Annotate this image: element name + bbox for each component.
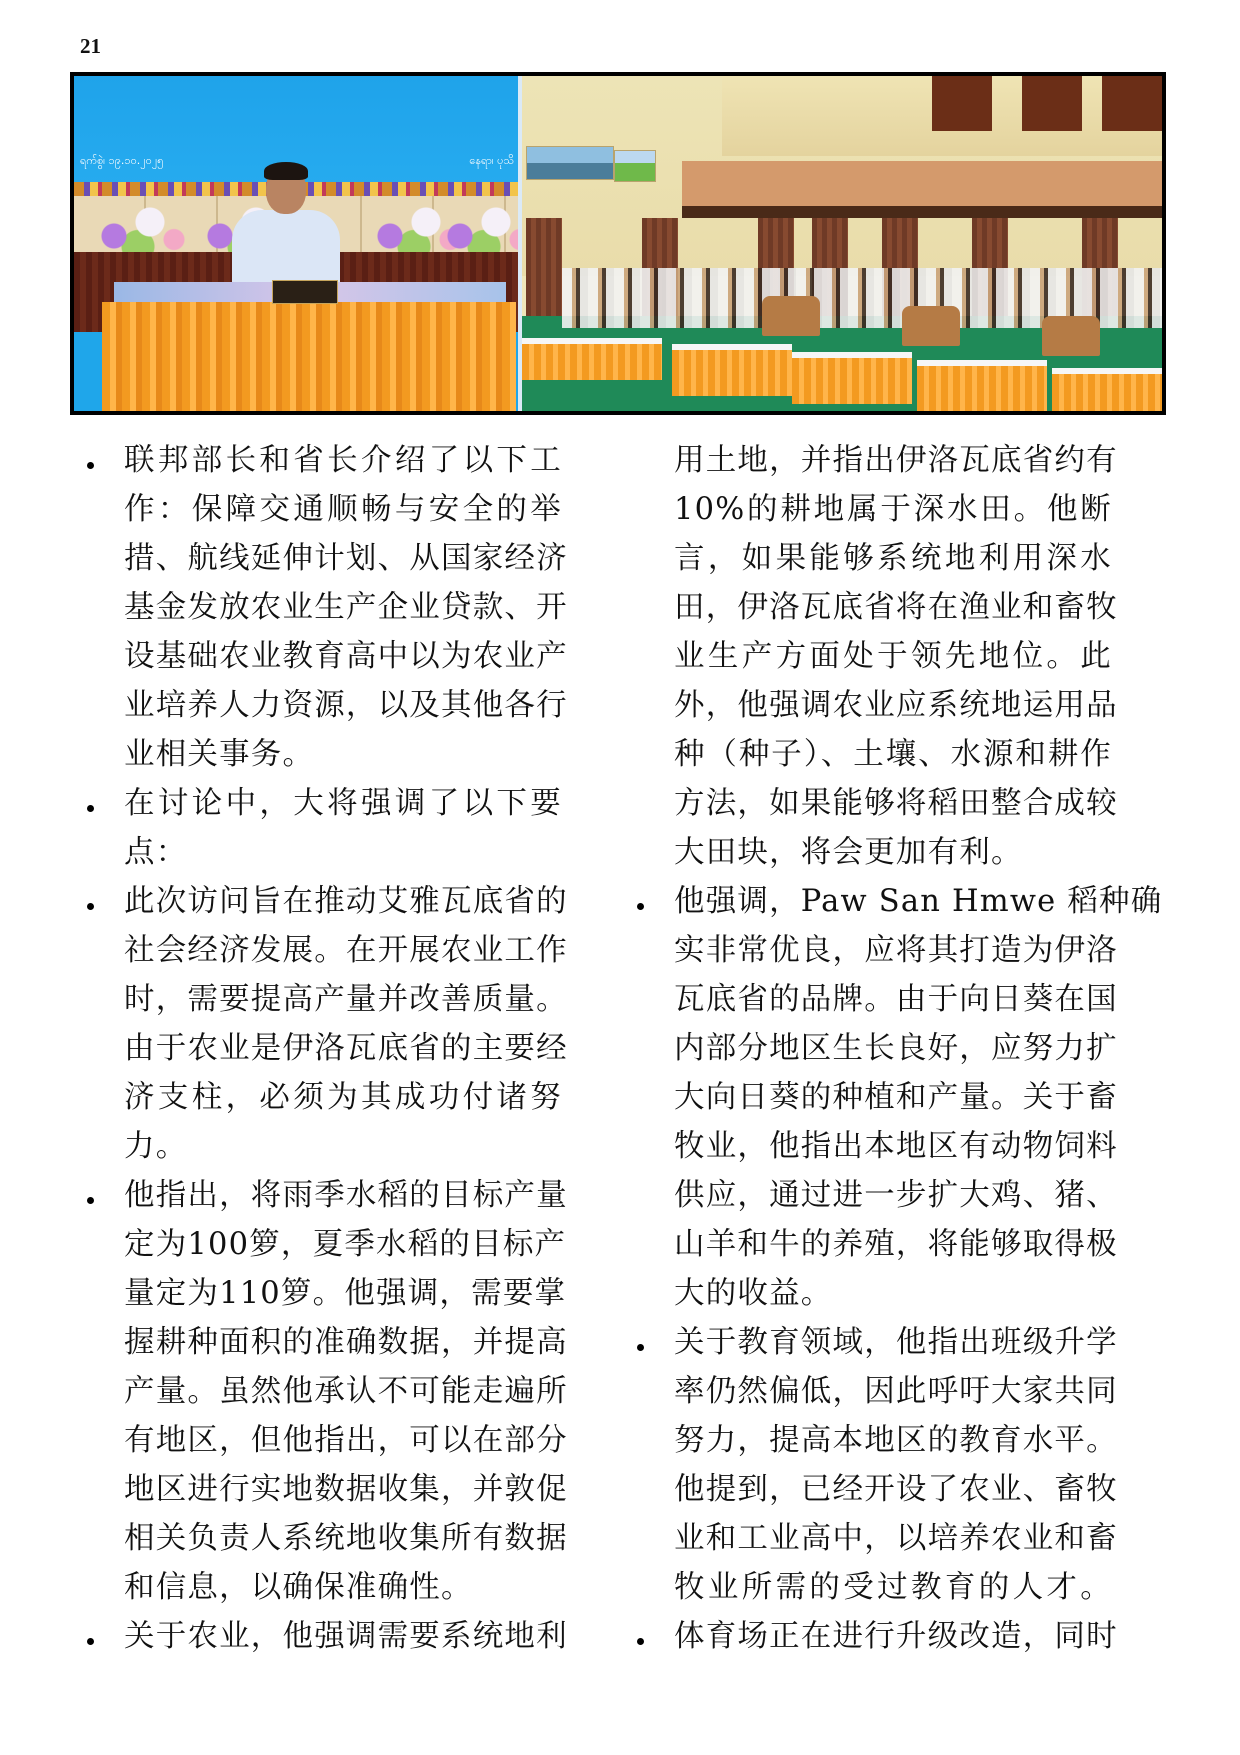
item-text [674,1318,1118,1612]
text-line: 大向日葵的种植和产量。关于畜 [674,1080,1118,1115]
photo-caption-date: ရက်စွဲ၊ ၁၉.၁၀.၂၀၂၅ [80,154,164,167]
item-text [674,877,1163,1318]
bullet-item [632,1612,1118,1661]
photo-nameplate [272,280,338,304]
text-column-left [82,436,568,1661]
text-line: 业和工业高中，以培养农业和畜 [674,1521,1118,1556]
photo-audience-hall [522,76,1162,411]
bullet-icon [87,436,97,485]
text-line: 相关负责人系统地收集所有数据 [124,1521,568,1556]
bullet-icon [637,1612,647,1661]
text-line: 努力，提高本地区的教育水平。 [674,1423,1118,1458]
photo-seat [902,306,960,346]
bullet-icon [87,877,97,926]
text-line: 业相关事务。 [124,737,315,772]
photo-door [1102,76,1162,131]
text-line: 他指出，将雨季水稻的目标产量 [124,1178,568,1213]
text-line: 由于农业是伊洛瓦底省的主要经 [124,1031,568,1066]
item-text [124,1171,568,1612]
text-line: 体育场正在进行升级改造，同时 [674,1619,1118,1654]
text-line: 言，如果能够系统地利用深水 [674,541,1112,576]
text-line: 关于教育领域，他指出班级升学 [674,1325,1118,1360]
text-line: 社会经济发展。在开展农业工作 [124,933,568,968]
text-line: 措、航线延伸计划、从国家经济 [124,541,568,576]
text-line: 山羊和牛的养殖，将能够取得极 [674,1227,1118,1262]
text-line: 设基础农业教育高中以为农业产 [124,639,568,674]
text-line: 关于农业，他强调需要系统地利 [124,1619,568,1654]
text-line: 瓦底省的品牌。由于向日葵在国 [674,982,1118,1017]
text-line: 有地区，但他指出，可以在部分 [124,1423,568,1458]
photo-balcony [682,161,1162,209]
text-line: 作：保障交通顺畅与安全的举 [124,492,562,527]
text-line: 实非常优良，应将其打造为伊洛 [674,933,1118,968]
text-line: 用土地，并指出伊洛瓦底省约有 [674,443,1118,478]
text-line: 和信息，以确保准确性。 [124,1570,473,1605]
text-line: 时，需要提高产量并改善质量。 [124,982,568,1017]
bullet-item [82,1171,568,1612]
text-line: 地区进行实地数据收集，并敦促 [124,1472,568,1507]
text-line: 点： [124,835,188,870]
bullet-item [82,436,568,779]
photo-table [1052,368,1162,411]
text-line: 在讨论中，大将强调了以下要 [124,786,562,821]
text-line: 种（种子）、土壤、水源和耕作 [674,737,1112,772]
photo-strip [70,72,1166,415]
bullet-item [82,1612,568,1661]
photo-balcony-trim [682,206,1162,218]
text-line: 供应，通过进一步扩大鸡、猪、 [674,1178,1118,1213]
text-line: 大的收益。 [674,1276,833,1311]
item-text [124,877,568,1171]
bullet-icon [87,1612,97,1661]
bullet-item [632,1318,1118,1612]
text-line: 量定为110箩。他强调，需要掌 [124,1276,567,1311]
item-text [124,779,562,877]
text-line: 方法，如果能够将稻田整合成较 [674,786,1118,821]
bullet-item [82,877,568,1171]
text-line: 业生产方面处于领先地位。此 [674,639,1112,674]
text-line: 牧业所需的受过教育的人才。 [674,1570,1112,1605]
text-line: 握耕种面积的准确数据，并提高 [124,1325,568,1360]
item-text [674,436,1118,877]
item-text [124,1612,568,1661]
photo-speaker-body [232,210,340,290]
text-line: 业培养人力资源，以及其他各行 [124,688,568,723]
text-line: 他强调，Paw San Hmwe 稻种确 [674,884,1163,919]
photo-table [672,344,792,396]
photo-seat [1042,316,1100,356]
photo-painting [526,146,614,180]
photo-speaker-hair [264,162,308,180]
bullet-icon [637,1318,647,1367]
photo-table-skirt [102,302,516,411]
text-line: 联邦部长和省长介绍了以下工 [124,443,562,478]
photo-curtain [526,218,562,318]
photo-table [917,360,1047,411]
text-line: 牧业，他指出本地区有动物饲料 [674,1129,1118,1164]
bullet-item [632,877,1163,1318]
text-line: 外，他强调农业应系统地运用品 [674,688,1118,723]
photo-painting [614,150,656,182]
text-line: 大田块，将会更加有利。 [674,835,1023,870]
bullet-icon [637,877,647,926]
item-text [124,436,568,779]
text-line: 此次访问旨在推动艾雅瓦底省的 [124,884,568,919]
bullet-item [82,779,562,877]
text-line: 他提到，已经开设了农业、畜牧 [674,1472,1118,1507]
text-line: 田，伊洛瓦底省将在渔业和畜牧 [674,590,1118,625]
text-line: 产量。虽然他承认不可能走遍所 [124,1374,568,1409]
text-line: 10%的耕地属于深水田。他断 [674,492,1112,527]
item-text [674,1612,1118,1661]
photo-door [1022,76,1082,131]
photo-door [932,76,992,131]
bullet-icon [87,779,97,828]
photo-minister-at-podium [74,76,518,411]
text-line: 定为100箩，夏季水稻的目标产 [124,1227,567,1262]
text-line: 率仍然偏低，因此呼吁大家共同 [674,1374,1118,1409]
photo-caption-place: နေရာ၊ ပုသိ [469,154,514,167]
text-line: 内部分地区生长良好，应努力扩 [674,1031,1118,1066]
page-number: 21 [80,34,101,58]
photo-table [792,352,912,404]
text-line: 力。 [124,1129,188,1164]
photo-seat [762,296,820,336]
bullet-icon [87,1171,97,1220]
text-line: 基金发放农业生产企业贷款、开 [124,590,568,625]
continued-paragraph [632,436,1118,877]
photo-table [522,338,662,380]
text-line: 济支柱，必须为其成功付诸努 [124,1080,562,1115]
text-column-right [632,436,1163,1661]
